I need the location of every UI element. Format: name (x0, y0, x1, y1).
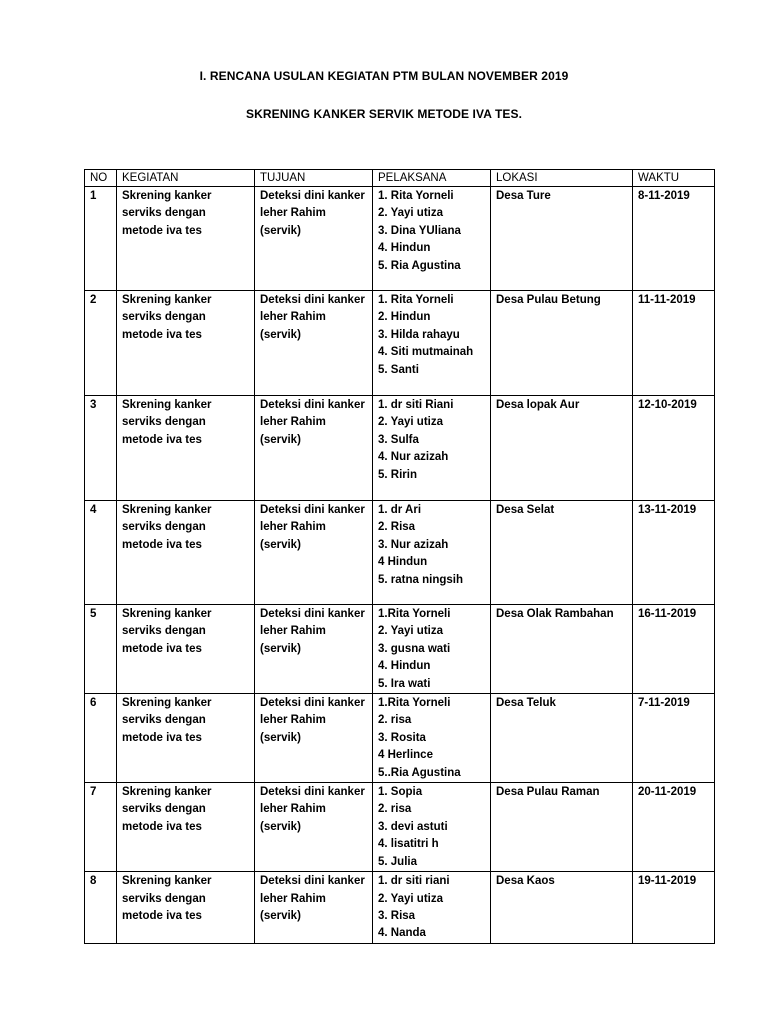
cell-kegiatan-line: Skrening kanker (122, 697, 212, 710)
cell-no: 6 (85, 694, 117, 783)
cell-pelaksana (373, 396, 491, 501)
cell-waktu: 8-11-2019 (633, 187, 715, 291)
cell-no: 3 (85, 396, 117, 501)
cell-lokasi: Desa Kaos (491, 872, 633, 944)
cell-lokasi: Desa Pulau Raman (491, 783, 633, 872)
schedule-table (84, 169, 715, 944)
cell-tujuan-line: (servik) (260, 642, 301, 655)
cell-pelaksana-line: 1. Rita Yorneli (378, 294, 454, 306)
cell-tujuan-line: (servik) (260, 820, 301, 833)
cell-tujuan-line: leher Rahim (260, 625, 326, 638)
cell-kegiatan-line: serviks dengan (122, 416, 206, 429)
cell-kegiatan-line: serviks dengan (122, 892, 206, 905)
cell-pelaksana (373, 605, 491, 694)
cell-pelaksana-line: 3. devi astuti (378, 820, 448, 833)
cell-waktu: 20-11-2019 (633, 783, 715, 872)
cell-pelaksana-line: 2. Yayi utiza (378, 207, 443, 220)
cell-kegiatan-line: Skrening kanker (122, 875, 212, 888)
cell-kegiatan-line: metode iva tes (122, 731, 202, 744)
cell-tujuan-line: (servik) (260, 433, 301, 446)
cell-kegiatan-line: serviks dengan (122, 311, 206, 324)
cell-pelaksana-line: 4 Herlince (378, 749, 433, 762)
cell-pelaksana-line: 4. Nanda (378, 927, 426, 940)
header-no: NO (85, 170, 117, 187)
cell-no: 5 (85, 605, 117, 694)
cell-kegiatan-line: metode iva tes (122, 820, 202, 833)
cell-kegiatan-line: serviks dengan (122, 803, 206, 816)
cell-tujuan (255, 291, 373, 396)
cell-pelaksana-line: 3. Hilda rahayu (378, 328, 460, 341)
cell-no: 7 (85, 783, 117, 872)
cell-kegiatan (117, 396, 255, 501)
cell-kegiatan-line: Skrening kanker (122, 190, 212, 202)
cell-tujuan-line: leher Rahim (260, 207, 326, 220)
cell-tujuan-line: Deteksi dini kanker (260, 190, 365, 202)
cell-pelaksana-line: 2. Yayi utiza (378, 892, 443, 905)
cell-tujuan-line: leher Rahim (260, 714, 326, 727)
cell-pelaksana-line: 2. Yayi utiza (378, 625, 443, 638)
cell-waktu: 13-11-2019 (633, 501, 715, 605)
cell-pelaksana-line: 5. Santi (378, 363, 419, 376)
header-kegiatan: KEGIATAN (117, 170, 255, 187)
cell-pelaksana-line: 3. Dina YUliana (378, 224, 461, 237)
cell-pelaksana-line: 1. dr Ari (378, 504, 422, 516)
cell-no: 1 (85, 187, 117, 291)
cell-kegiatan-line: serviks dengan (122, 625, 206, 638)
cell-pelaksana-line: 3. gusna wati (378, 642, 451, 655)
document-title: I. RENCANA USULAN KEGIATAN PTM BULAN NOVEMBER 2019 (199, 69, 569, 83)
cell-kegiatan-line: Skrening kanker (122, 608, 212, 620)
cell-waktu: 16-11-2019 (633, 605, 715, 694)
cell-no: 8 (85, 872, 117, 944)
cell-tujuan (255, 694, 373, 783)
table-row (85, 187, 715, 291)
cell-pelaksana-line: 1.Rita Yorneli (378, 697, 451, 710)
table-row (85, 291, 715, 396)
cell-kegiatan (117, 694, 255, 783)
cell-waktu: 7-11-2019 (633, 694, 715, 783)
cell-waktu: 12-10-2019 (633, 396, 715, 501)
cell-tujuan (255, 783, 373, 872)
cell-kegiatan (117, 187, 255, 291)
cell-kegiatan-line: metode iva tes (122, 433, 202, 446)
cell-pelaksana-line: 5. Ririn (378, 468, 417, 481)
cell-pelaksana-line: 5. Ira wati (378, 677, 431, 690)
cell-tujuan-line: Deteksi dini kanker (260, 399, 365, 411)
cell-pelaksana-line: 5. Ria Agustina (378, 259, 461, 272)
cell-kegiatan (117, 291, 255, 396)
header-waktu: WAKTU (633, 170, 715, 187)
cell-waktu: 19-11-2019 (633, 872, 715, 944)
cell-tujuan-line: Deteksi dini kanker (260, 697, 365, 710)
cell-pelaksana-line: 1. Rita Yorneli (378, 190, 454, 202)
cell-pelaksana (373, 291, 491, 396)
cell-tujuan (255, 501, 373, 605)
cell-tujuan-line: (servik) (260, 224, 301, 237)
cell-kegiatan-line: metode iva tes (122, 538, 202, 551)
cell-tujuan-line: leher Rahim (260, 416, 326, 429)
table-row (85, 501, 715, 605)
header-lokasi: LOKASI (491, 170, 633, 187)
cell-tujuan-line: (servik) (260, 909, 301, 922)
cell-pelaksana-line: 2. risa (378, 714, 412, 727)
cell-tujuan-line: Deteksi dini kanker (260, 504, 365, 516)
cell-kegiatan-line: Skrening kanker (122, 504, 212, 516)
cell-pelaksana-line: 2. Yayi utiza (378, 416, 443, 429)
cell-pelaksana-line: 5. ratna ningsih (378, 573, 463, 586)
cell-tujuan-line: Deteksi dini kanker (260, 786, 365, 799)
cell-pelaksana-line: 4. Hindun (378, 242, 431, 255)
cell-pelaksana-line: 1.Rita Yorneli (378, 608, 451, 620)
cell-kegiatan-line: metode iva tes (122, 909, 202, 922)
table-row (85, 396, 715, 501)
cell-tujuan (255, 605, 373, 694)
cell-lokasi: Desa lopak Aur (491, 396, 633, 501)
table-header-row (85, 170, 715, 187)
cell-pelaksana-line: 1. dr siti Riani (378, 399, 454, 411)
cell-tujuan-line: (servik) (260, 328, 301, 341)
cell-pelaksana-line: 4. lisatitri h (378, 838, 439, 851)
cell-lokasi: Desa Ture (491, 187, 633, 291)
cell-pelaksana-line: 4. Nur azizah (378, 451, 449, 464)
cell-pelaksana-line: 5..Ria Agustina (378, 766, 461, 779)
cell-tujuan-line: Deteksi dini kanker (260, 875, 365, 888)
cell-tujuan-line: Deteksi dini kanker (260, 294, 365, 306)
cell-pelaksana-line: 1. Sopia (378, 786, 423, 799)
cell-pelaksana (373, 872, 491, 944)
table-row (85, 872, 715, 944)
cell-pelaksana (373, 783, 491, 872)
cell-lokasi: Desa Olak Rambahan (491, 605, 633, 694)
cell-kegiatan (117, 501, 255, 605)
cell-kegiatan (117, 783, 255, 872)
cell-kegiatan-line: serviks dengan (122, 714, 206, 727)
cell-tujuan-line: Deteksi dini kanker (260, 608, 365, 620)
cell-pelaksana-line: 3. Risa (378, 909, 416, 922)
cell-tujuan-line: (servik) (260, 538, 301, 551)
cell-pelaksana-line: 2. risa (378, 803, 412, 816)
header-tujuan: TUJUAN (255, 170, 373, 187)
cell-pelaksana-line: 5. Julia (378, 855, 417, 868)
cell-pelaksana-line: 2. Hindun (378, 311, 431, 324)
cell-kegiatan (117, 605, 255, 694)
cell-kegiatan-line: Skrening kanker (122, 786, 212, 799)
cell-kegiatan-line: metode iva tes (122, 642, 202, 655)
cell-pelaksana (373, 187, 491, 291)
cell-no: 4 (85, 501, 117, 605)
cell-waktu: 11-11-2019 (633, 291, 715, 396)
cell-tujuan (255, 872, 373, 944)
cell-tujuan (255, 187, 373, 291)
table-row (85, 605, 715, 694)
cell-lokasi: Desa Selat (491, 501, 633, 605)
cell-lokasi: Desa Pulau Betung (491, 291, 633, 396)
cell-tujuan-line: leher Rahim (260, 803, 326, 816)
cell-kegiatan-line: Skrening kanker (122, 294, 212, 306)
cell-kegiatan-line: metode iva tes (122, 328, 202, 341)
header-pelaksana: PELAKSANA (373, 170, 491, 187)
cell-kegiatan (117, 872, 255, 944)
document-subtitle: SKRENING KANKER SERVIK METODE IVA TES. (245, 107, 523, 121)
cell-lokasi: Desa Teluk (491, 694, 633, 783)
cell-pelaksana-line: 4. Siti mutmainah (378, 346, 474, 359)
cell-kegiatan-line: serviks dengan (122, 207, 206, 220)
table-row (85, 783, 715, 872)
cell-pelaksana-line: 3. Nur azizah (378, 538, 449, 551)
cell-tujuan-line: (servik) (260, 731, 301, 744)
cell-pelaksana-line: 2. Risa (378, 521, 416, 534)
cell-pelaksana-line: 4 Hindun (378, 556, 428, 569)
cell-kegiatan-line: Skrening kanker (122, 399, 212, 411)
cell-pelaksana (373, 694, 491, 783)
cell-kegiatan-line: metode iva tes (122, 224, 202, 237)
cell-tujuan (255, 396, 373, 501)
cell-pelaksana-line: 3. Sulfa (378, 433, 419, 446)
cell-tujuan-line: leher Rahim (260, 892, 326, 905)
cell-pelaksana (373, 501, 491, 605)
cell-kegiatan-line: serviks dengan (122, 521, 206, 534)
table-row (85, 694, 715, 783)
cell-tujuan-line: leher Rahim (260, 311, 326, 324)
cell-tujuan-line: leher Rahim (260, 521, 326, 534)
cell-pelaksana-line: 1. dr siti riani (378, 875, 450, 888)
cell-pelaksana-line: 3. Rosita (378, 731, 426, 744)
cell-no: 2 (85, 291, 117, 396)
cell-pelaksana-line: 4. Hindun (378, 660, 431, 673)
